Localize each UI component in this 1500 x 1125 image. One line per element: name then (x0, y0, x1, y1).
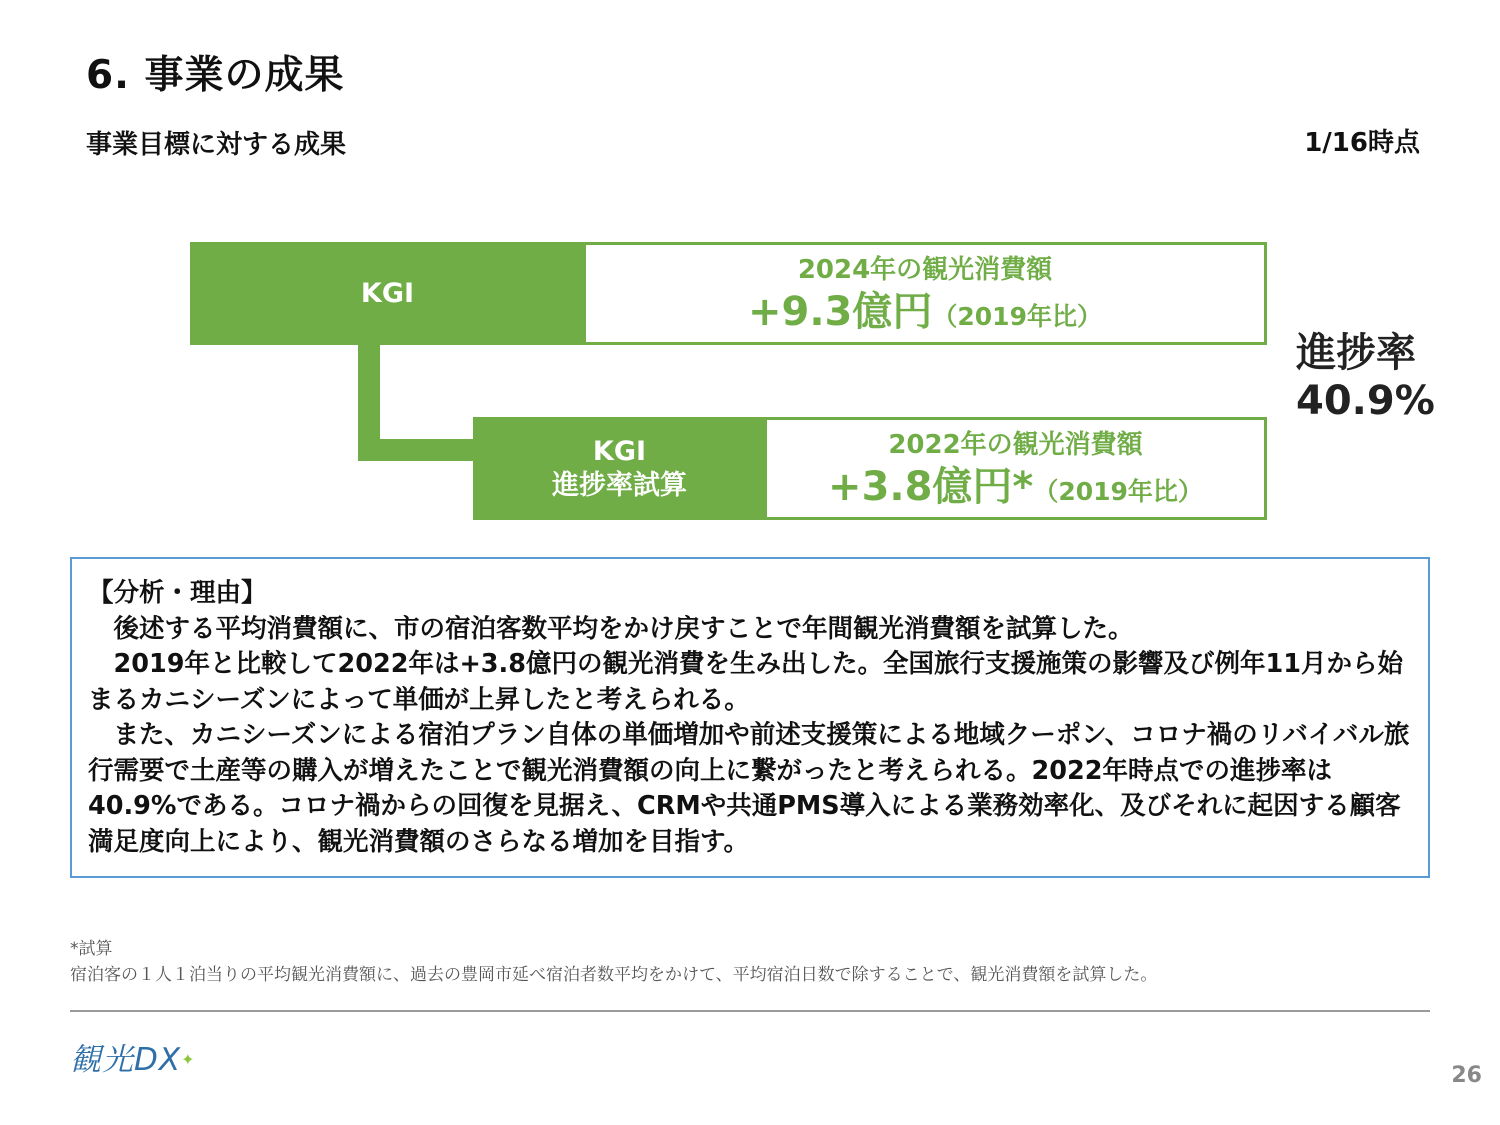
kgi-compare: （2019年比） (932, 302, 1102, 331)
analysis-paragraph: また、カニシーズンによる宿泊プラン自体の単価増加や前述支援策による地域クーポン、コロナ禍のリバイバル旅行需要で土産等の購入が増えたことで観光消費額の向上に繋がったと考えられる。2022年時点での進捗率は40.9%である。コロナ禍からの回復を見据え、CRMや共通PMS導入による業務効率化、及びそれに起因する顧客満足度向上により、観光消費額のさらなる増加を目指す。 (88, 720, 1410, 857)
kgi-amount: +9.3億円 (748, 289, 933, 335)
page-number: 26 (1451, 1063, 1482, 1088)
kgi-value-box (583, 242, 1267, 345)
kgi-progress-label-box (473, 417, 766, 520)
kgi-caption: 2024年の観光消費額 (797, 255, 1053, 285)
footnote-text: 宿泊客の１人１泊当りの平均観光消費額に、過去の豊岡市延べ宿泊者数平均をかけて、平均宿泊日数で除することで、観光消費額を試算した。 (70, 965, 1158, 985)
kanko-dx-logo (70, 1040, 196, 1080)
footer-divider (70, 1010, 1430, 1012)
kgi-label: KGI (360, 278, 415, 309)
analysis-heading: 【分析・理由】 (88, 578, 267, 608)
page-subtitle: 事業目標に対する成果 (86, 130, 347, 160)
analysis-box (70, 557, 1430, 878)
connector-horizontal (358, 439, 474, 461)
logo-text: 観光DX (70, 1042, 182, 1078)
kgi-progress-value-box (764, 417, 1267, 520)
page-title: 6. 事業の成果 (86, 53, 345, 98)
kgi-progress-amount: +3.8億円* (828, 464, 1034, 510)
kgi-progress-amount-line (767, 462, 1264, 520)
progress-rate-label: 進捗率 (1296, 330, 1416, 376)
kgi-progress-label-line2: 進捗率試算 (552, 469, 687, 501)
analysis-paragraph: 後述する平均消費額に、市の宿泊客数平均をかけ戻すことで年間観光消費額を試算した。 (88, 613, 1134, 644)
kgi-amount-line (586, 287, 1264, 345)
kgi-progress-compare: （2019年比） (1033, 477, 1203, 506)
progress-rate (1296, 329, 1435, 425)
sparkle-icon: ✦ (181, 1050, 196, 1069)
footnote-label: *試算 (70, 939, 113, 959)
kgi-progress-caption: 2022年の観光消費額 (888, 430, 1143, 460)
kgi-progress-label-line1: KGI (592, 435, 647, 467)
analysis-paragraph: 2019年と比較して2022年は+3.8億円の観光消費を生み出した。全国旅行支援施策の影響及び例年11月から始まるカニシーズンによって単価が上昇したと考えられる。 (88, 649, 1403, 715)
kgi-label-box (190, 242, 585, 345)
progress-rate-value: 40.9% (1296, 378, 1435, 424)
as-of-date: 1/16時点 (1304, 128, 1420, 158)
